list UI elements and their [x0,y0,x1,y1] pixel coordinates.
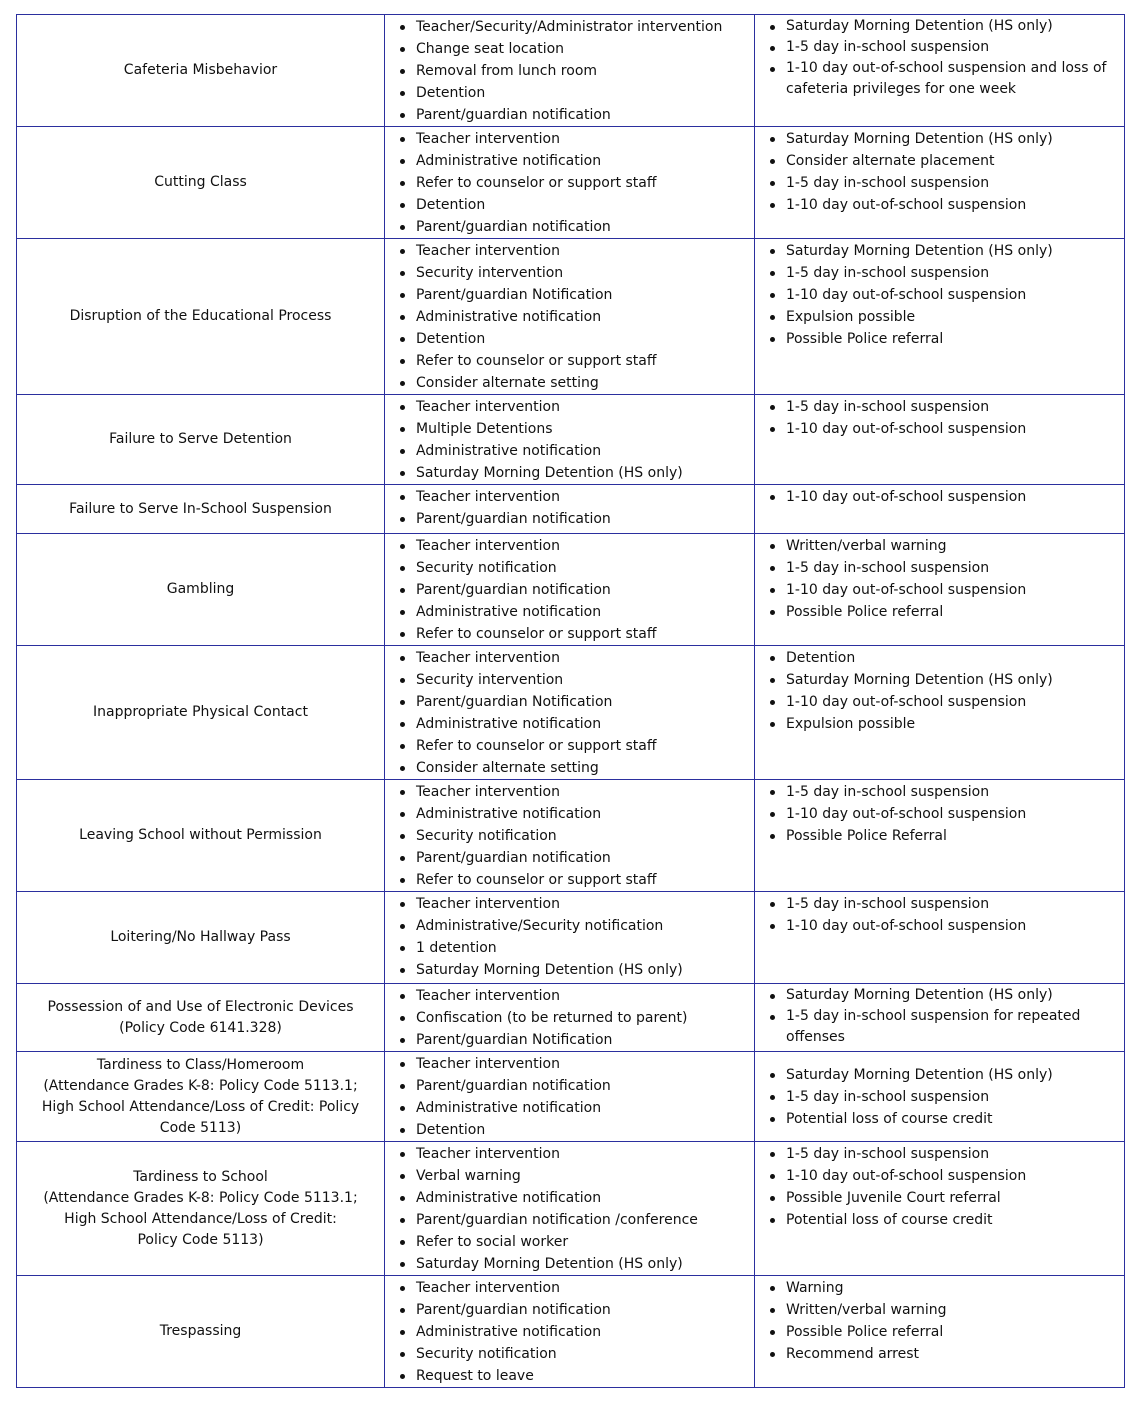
offense-cell [17,1142,385,1276]
list-item: Refer to counselor or support staff [416,350,748,372]
list-item: Teacher intervention [416,893,748,915]
list-item: Saturday Morning Detention (HS only) [786,128,1118,150]
list-item: Administrative notification [416,1097,748,1119]
offense-cell [17,780,385,892]
consequences-cell [755,534,1125,646]
table-row [17,892,1125,984]
consequences-cell [755,127,1125,239]
interventions-cell [385,239,755,395]
policy-code-label: Code 5113) [159,1119,242,1136]
list-item: Security intervention [416,669,748,691]
list-item: Administrative notification [416,440,748,462]
list-item: Saturday Morning Detention (HS only) [786,1064,1118,1086]
table-row [17,1142,1125,1276]
consequences-cell [755,485,1125,534]
offense-label: Cutting Class [154,174,247,190]
list-item: Saturday Morning Detention (HS only) [786,16,1118,37]
list-item: Parent/guardian notification [416,216,748,238]
list-item: Administrative notification [416,150,748,172]
offense-label: Failure to Serve In-School Suspension [69,500,332,517]
list-item: 1-5 day in-school suspension [786,1143,1118,1165]
list-item: Refer to counselor or support staff [416,623,748,645]
list-item: Warning [786,1277,1118,1299]
consequences-cell [755,892,1125,984]
list-item: Administrative notification [416,713,748,735]
list-item: Security notification [416,557,748,579]
list-item: 1-10 day out-of-school suspension [786,1165,1118,1187]
list-item: 1-10 day out-of-school suspension [786,691,1118,713]
list-item: 1 detention [416,937,748,959]
interventions-cell [385,485,755,534]
table-row [17,485,1125,534]
list-item: Administrative/Security notification [416,915,748,937]
list-item: Teacher intervention [416,1277,748,1299]
offense-cell [17,127,385,239]
table-row [17,1276,1125,1388]
list-item: Saturday Morning Detention (HS only) [416,959,748,981]
offense-label: Tardiness to School [133,1168,268,1185]
table-row [17,127,1125,239]
offense-cell [17,1276,385,1388]
list-item: Teacher intervention [416,647,748,669]
list-item: Possible Police referral [786,1321,1118,1343]
list-item: Teacher intervention [416,1053,748,1075]
offense-cell [17,395,385,485]
list-item: Security intervention [416,262,748,284]
list-item: Refer to counselor or support staff [416,172,748,194]
list-item: 1-10 day out-of-school suspension [786,915,1118,937]
list-item: Potential loss of course credit [786,1108,1118,1130]
consequences-cell [755,780,1125,892]
offense-label: Tardiness to Class/Homeroom [96,1056,305,1073]
interventions-cell [385,892,755,984]
policy-code-label: (Policy Code 6141.328) [119,1019,282,1036]
list-item: 1-10 day out-of-school suspension [786,803,1118,825]
list-item: Parent/guardian Notification [416,691,748,713]
list-item: Detention [416,194,748,216]
list-item: Parent/guardian notification [416,847,748,869]
list-item: 1-5 day in-school suspension for repeated offenses [786,1006,1118,1048]
offense-cell [17,1052,385,1142]
list-item: Administrative notification [416,306,748,328]
list-item: Verbal warning [416,1165,748,1187]
offense-label: Gambling [166,581,235,597]
list-item: Change seat location [416,38,748,60]
list-item: Possible Police referral [786,601,1118,623]
list-item: Removal from lunch room [416,60,748,82]
consequences-cell [755,1142,1125,1276]
offense-label: Trespassing [159,1323,242,1339]
policy-code-label: High School Attendance/Loss of Credit: [64,1210,337,1227]
offense-cell [17,534,385,646]
list-item: 1-5 day in-school suspension [786,557,1118,579]
list-item: Administrative notification [416,1187,748,1209]
list-item: 1-10 day out-of-school suspension [786,284,1118,306]
list-item: Saturday Morning Detention (HS only) [416,1253,748,1275]
list-item: 1-10 day out-of-school suspension [786,418,1118,440]
table-row [17,646,1125,780]
offense-label: Disruption of the Educational Process [69,308,332,324]
list-item: Administrative notification [416,1321,748,1343]
interventions-cell [385,534,755,646]
policy-code-label: Policy Code 5113) [137,1231,264,1248]
list-item: Consider alternate setting [416,757,748,779]
table-row [17,239,1125,395]
interventions-cell [385,127,755,239]
list-item: 1-5 day in-school suspension [786,396,1118,418]
list-item: 1-10 day out-of-school suspension [786,194,1118,216]
list-item: Recommend arrest [786,1343,1118,1365]
offense-label: Inappropriate Physical Contact [93,704,308,720]
consequences-cell [755,1276,1125,1388]
list-item: 1-5 day in-school suspension [786,37,1118,58]
offense-label: Possession of and Use of Electronic Devices [47,998,354,1015]
list-item: 1-5 day in-school suspension [786,262,1118,284]
list-item: 1-10 day out-of-school suspension [786,579,1118,601]
list-item: Parent/guardian Notification [416,1029,748,1051]
list-item: Teacher intervention [416,985,748,1007]
list-item: Refer to counselor or support staff [416,735,748,757]
consequences-cell [755,646,1125,780]
policy-code-label: (Attendance Grades K-8: Policy Code 5113.1; [43,1189,358,1206]
list-item: Teacher intervention [416,240,748,262]
list-item: Saturday Morning Detention (HS only) [786,985,1118,1006]
list-item: Teacher intervention [416,535,748,557]
consequences-cell [755,395,1125,485]
interventions-cell [385,1052,755,1142]
list-item: Possible Police Referral [786,825,1118,847]
list-item: Multiple Detentions [416,418,748,440]
list-item: Security notification [416,825,748,847]
list-item: 1-5 day in-school suspension [786,781,1118,803]
offense-cell [17,485,385,534]
list-item: Teacher intervention [416,128,748,150]
table-row [17,984,1125,1052]
list-item: Administrative notification [416,601,748,623]
list-item: Saturday Morning Detention (HS only) [786,240,1118,262]
discipline-table [16,14,1125,1388]
list-item: Administrative notification [416,803,748,825]
list-item: Parent/guardian notification [416,579,748,601]
interventions-cell [385,646,755,780]
list-item: Confiscation (to be returned to parent) [416,1007,748,1029]
interventions-cell [385,395,755,485]
list-item: Saturday Morning Detention (HS only) [416,462,748,484]
offense-label: Leaving School without Permission [79,827,322,843]
interventions-cell [385,1142,755,1276]
table-row [17,395,1125,485]
offense-cell [17,892,385,984]
offense-label: Failure to Serve Detention [109,431,292,447]
list-item: 1-5 day in-school suspension [786,893,1118,915]
interventions-cell [385,780,755,892]
table-row [17,534,1125,646]
list-item: Parent/guardian notification /conference [416,1209,748,1231]
interventions-cell [385,984,755,1052]
interventions-cell [385,1276,755,1388]
list-item: Parent/guardian Notification [416,284,748,306]
consequences-cell [755,239,1125,395]
consequences-cell [755,1052,1125,1142]
list-item: Saturday Morning Detention (HS only) [786,669,1118,691]
list-item: Teacher intervention [416,396,748,418]
offense-label: Cafeteria Misbehavior [123,62,278,78]
offense-cell [17,984,385,1052]
list-item: Request to leave [416,1365,748,1387]
list-item: Parent/guardian notification [416,508,748,530]
list-item: Teacher/Security/Administrator intervention [416,16,748,38]
consequences-cell [755,15,1125,127]
offense-label: Loitering/No Hallway Pass [110,929,291,945]
offense-cell [17,15,385,127]
list-item: Written/verbal warning [786,1299,1118,1321]
list-item: Detention [416,82,748,104]
list-item: 1-10 day out-of-school suspension [786,486,1118,508]
table-row [17,1052,1125,1142]
consequences-cell [755,984,1125,1052]
list-item: Detention [416,1119,748,1141]
list-item: 1-10 day out-of-school suspension and loss of cafeteria privileges for one week [786,58,1118,100]
list-item: Potential loss of course credit [786,1209,1118,1231]
list-item: Parent/guardian notification [416,104,748,126]
policy-code-label: (Attendance Grades K-8: Policy Code 5113.1; [43,1077,358,1094]
list-item: Teacher intervention [416,781,748,803]
offense-cell [17,239,385,395]
list-item: Parent/guardian notification [416,1299,748,1321]
list-item: Possible Police referral [786,328,1118,350]
policy-code-label: High School Attendance/Loss of Credit: Policy [41,1098,360,1115]
interventions-cell [385,15,755,127]
table-row [17,780,1125,892]
list-item: Security notification [416,1343,748,1365]
list-item: Consider alternate setting [416,372,748,394]
list-item: Detention [416,328,748,350]
list-item: Written/verbal warning [786,535,1118,557]
list-item: Expulsion possible [786,306,1118,328]
list-item: Refer to counselor or support staff [416,869,748,891]
list-item: Detention [786,647,1118,669]
list-item: Teacher intervention [416,1143,748,1165]
list-item: Parent/guardian notification [416,1075,748,1097]
table-row [17,15,1125,127]
list-item: 1-5 day in-school suspension [786,172,1118,194]
offense-cell [17,646,385,780]
list-item: Refer to social worker [416,1231,748,1253]
list-item: Expulsion possible [786,713,1118,735]
list-item: Teacher intervention [416,486,748,508]
list-item: Possible Juvenile Court referral [786,1187,1118,1209]
list-item: 1-5 day in-school suspension [786,1086,1118,1108]
list-item: Consider alternate placement [786,150,1118,172]
